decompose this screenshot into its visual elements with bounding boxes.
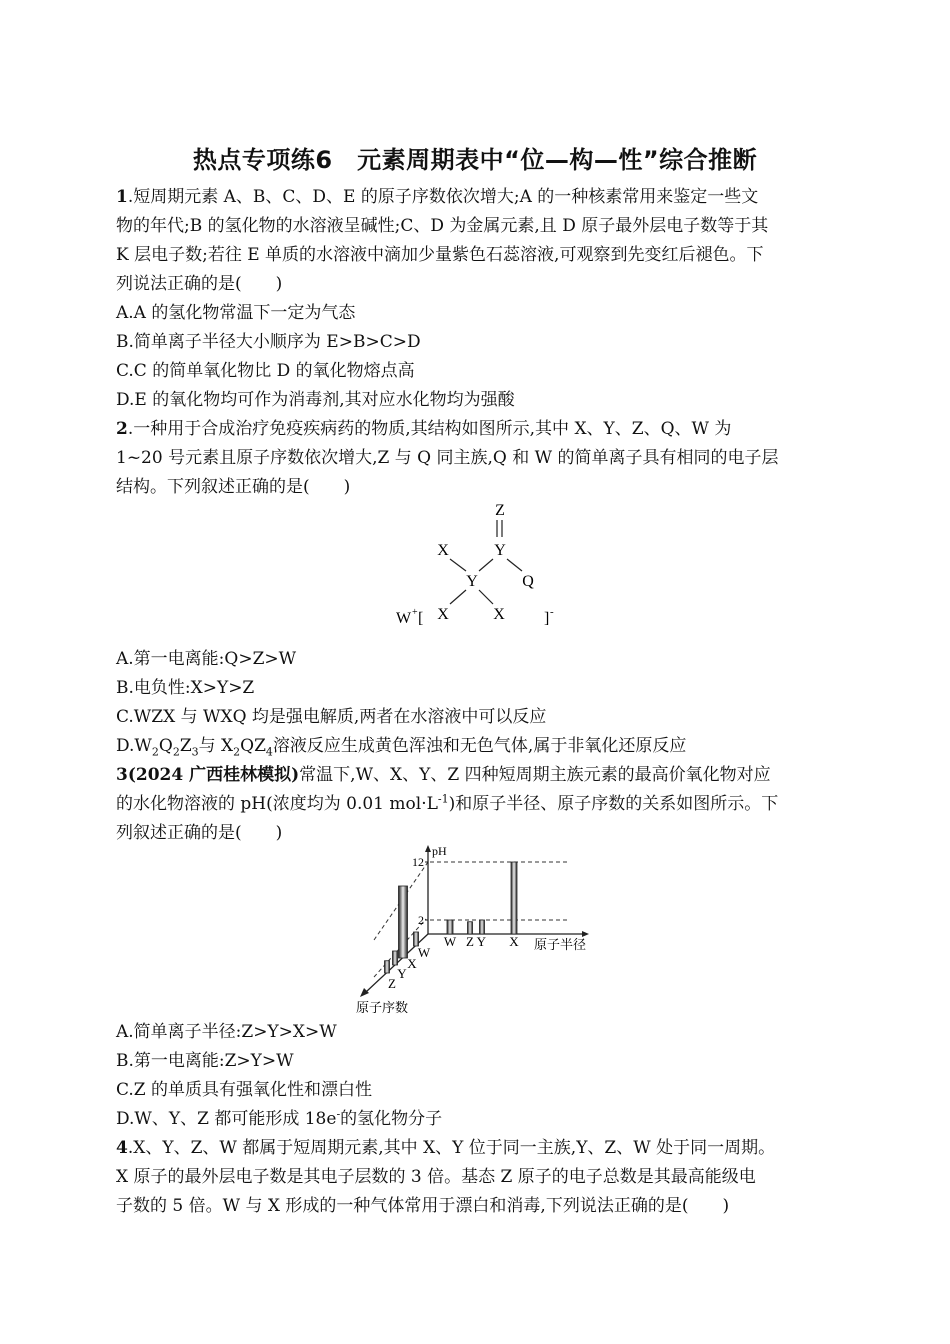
q4-stem-line-1: 4.X、Y、Z、W 都属于短周期元素,其中 X、Y 位于同一主族,Y、Z、W 处于同一周期。 (116, 1138, 776, 1158)
bar-number-y (393, 951, 398, 965)
q2-stem-line-3: 结构。下列叙述正确的是( ) (116, 477, 351, 497)
q3-stem-line-3: 列叙述正确的是( ) (116, 823, 283, 843)
q2-option-c: C.WZX 与 WXQ 均是强电解质,两者在水溶液中可以反应 (116, 707, 547, 727)
q1-option-b: B.简单离子半径大小顺序为 E>B>C>D (116, 332, 421, 352)
q3-number: 3 (116, 765, 128, 785)
cation-charge: + (412, 607, 418, 618)
tick-label-12: 12 (412, 855, 424, 869)
radius-label-zy: Z Y (465, 934, 487, 949)
bar-number-x (399, 886, 408, 958)
q1-stem-line-1: 1.短周期元素 A、B、C、D、E 的原子序数依次增大;A 的一种核素常用来鉴定一些文 (116, 187, 759, 207)
q2-structure-figure (380, 496, 580, 636)
page-title: 热点专项练6 元素周期表中“位—构—性”综合推断 (192, 146, 758, 174)
atom-y-center: Y (466, 573, 478, 590)
q4-stem-line-2: X 原子的最外层电子数是其电子层数的 3 倍。基态 Z 原子的电子总数是其最高能级电 (116, 1167, 756, 1187)
tick-label-2: 2 (418, 913, 424, 927)
bar-radius-z (468, 922, 473, 934)
number-label-y: Y (397, 966, 407, 981)
q3-stem-line-1: 3(2024 广西桂林模拟)常温下,W、X、Y、Z 四种短周期主族元素的最高价氧化物对应 (116, 765, 771, 785)
atom-y-top: Y (494, 542, 506, 559)
q1-stem-line-3: K 层电子数;若往 E 单质的水溶液中滴加少量紫色石蕊溶液,可观察到先变红后褪色。下 (116, 245, 764, 265)
atom-z-top: Z (495, 502, 505, 519)
bar-radius-w (447, 920, 453, 934)
q2-option-b: B.电负性:X>Y>Z (116, 678, 255, 698)
atom-x-bottom-right: X (493, 606, 505, 623)
bar-radius-y (480, 920, 485, 934)
number-axis-label: 原子序数 (356, 1000, 409, 1015)
atom-x-bottom-left: X (437, 606, 449, 623)
bar-number-w (414, 932, 419, 946)
q2-stem-line-2: 1~20 号元素且原子序数依次增大,Z 与 Q 同主族,Q 和 W 的简单离子具有相同的电子层 (116, 448, 779, 468)
q3-source: (2024 广西桂林模拟) (127, 765, 300, 785)
close-bracket: ] (544, 610, 550, 627)
q1-stem-line-2: 物的年代;B 的氢化物的水溶液呈碱性;C、D 为金属元素,且 D 原子最外层电子数等于其 (116, 216, 769, 236)
q1-option-d: D.E 的氧化物均可作为消毒剂,其对应水化物均为强酸 (116, 390, 515, 410)
q1-option-c: C.C 的简单氧化物比 D 的氧化物熔点高 (116, 361, 415, 381)
radius-label-w: W (443, 934, 457, 949)
q2-number: 2 (116, 419, 128, 439)
q2-option-a: A.第一电离能:Q>Z>W (116, 649, 297, 669)
q3-option-c: C.Z 的单质具有强氧化性和漂白性 (116, 1080, 373, 1100)
atom-q: Q (522, 573, 534, 590)
q4-stem-line-3: 子数的 5 倍。W 与 X 形成的一种气体常用于漂白和消毒,下列说法正确的是( ) (116, 1196, 730, 1216)
q4-number: 4 (116, 1138, 128, 1158)
q1-stem-line-4: 列说法正确的是( ) (116, 274, 283, 294)
q1-option-a: A.A 的氢化物常温下一定为气态 (116, 303, 356, 323)
q3-chart (352, 842, 602, 1020)
cation-w: W (396, 610, 412, 627)
atom-x-left: X (437, 542, 449, 559)
bar-radius-x (511, 862, 517, 934)
bar-number-z (385, 961, 390, 973)
q3-option-b: B.第一电离能:Z>Y>W (116, 1051, 294, 1071)
number-label-x: X (407, 956, 417, 971)
q1-number: 1 (116, 187, 128, 207)
anion-charge: - (550, 606, 554, 618)
number-label-w: W (417, 945, 431, 960)
radius-label-x: X (509, 934, 519, 949)
radius-axis-label: 原子半径 (534, 937, 587, 952)
q3-option-d: D.W、Y、Z 都可能形成 18e-的氢化物分子 (116, 1107, 443, 1129)
open-bracket: [ (418, 610, 424, 627)
q2-stem-line-1: 2.一种用于合成治疗免疫疾病药的物质,其结构如图所示,其中 X、Y、Z、Q、W 为 (116, 419, 732, 439)
q3-option-a: A.简单离子半径:Z>Y>X>W (116, 1022, 337, 1042)
ph-axis-label: pH (432, 844, 447, 858)
q3-stem-line-2: 的水化物溶液的 pH(浓度均为 0.01 $mol\cdot L^{-1}$)和原子半径、原子序数的关系如图所示。下 (116, 792, 779, 814)
number-label-z: Z (388, 976, 396, 991)
q2-option-d: $D.W_2Q_2Z_3$与 $X_2QZ_4$溶液反应生成黄色浑浊和无色气体,属于非氧化还原反应 (116, 736, 687, 759)
